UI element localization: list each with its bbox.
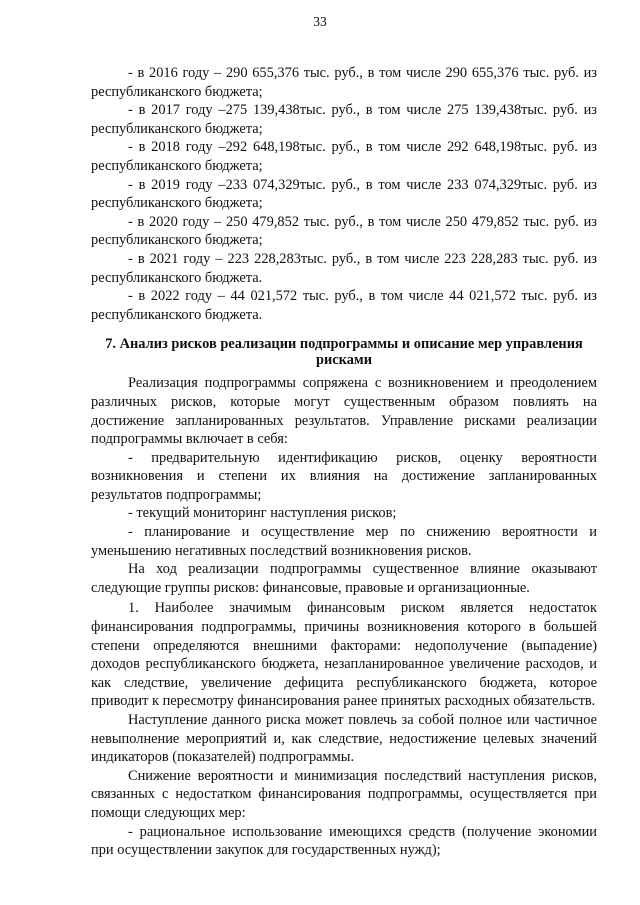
risk-list-item: - предварительную идентификацию рисков, оценку вероятности возникновения и степени их влияния на достижение запланированных результатов подпрограммы; xyxy=(91,449,597,503)
funding-item-2016: - в 2016 году – 290 655,376 тыс. руб., в том числе 290 655,376 тыс. руб. из республиканского бюджета; xyxy=(91,65,597,100)
financial-risk-paragraph: 1. Наиболее значимым финансовым риском является недостаток финансирования подпрограммы, причины возникновения которого в большей степени определяются внешними факторами: недополучение (выпадение) доходов республиканского бюджета, незапланированное увеличение расходов, и как следствие, увеличение дефицита республиканского бюджета, которое приводит к пересмотру финансирования ранее принятых расходных обязательств. xyxy=(91,600,597,710)
risk-list-item: - текущий мониторинг наступления рисков; xyxy=(128,505,397,522)
page-number: 33 xyxy=(313,14,327,29)
risk-mitigation-paragraph: Снижение вероятности и минимизация последствий наступления рисков, связанных с недостатком финансирования подпрограммы, осуществляется при помощи следующих мер: xyxy=(91,767,597,821)
page-body xyxy=(91,64,597,860)
risk-groups-paragraph: На ход реализации подпрограммы существенное влияние оказывают следующие группы рисков: финансовые, правовые и организационные. xyxy=(91,561,597,596)
funding-item-2021: - в 2021 году – 223 228,283тыс. руб., в том числе 223 228,283 тыс. руб. из республиканского бюджета. xyxy=(91,250,597,286)
funding-item-2018: - в 2018 году –292 648,198тыс. руб., в том числе 292 648,198тыс. руб. из республиканского бюджета; xyxy=(91,139,597,174)
funding-item-2017: - в 2017 году –275 139,438тыс. руб., в том числе 275 139,438тыс. руб. из республиканского бюджета; xyxy=(91,102,597,137)
mitigation-list-item: - рациональное использование имеющихся средств (получение экономии при осуществлении закупок для государственных нужд); xyxy=(91,823,597,859)
funding-item-2019: - в 2019 году –233 074,329тыс. руб., в том числе 233 074,329тыс. руб. из республиканского бюджета; xyxy=(91,176,597,212)
funding-item-2022: - в 2022 году – 44 021,572 тыс. руб., в том числе 44 021,572 тыс. руб. из республиканского бюджета. xyxy=(91,288,597,323)
risk-list-item: - планирование и осуществление мер по снижению вероятности и уменьшению негативных последствий возникновения рисков. xyxy=(91,524,597,559)
risk-consequence-paragraph: Наступление данного риска может повлечь за собой полное или частичное невыполнение мероприятий и, как следствие, недостижение целевых значений индикаторов (показателей) подпрограммы. xyxy=(91,712,597,766)
section-heading: 7. Анализ рисков реализации подпрограммы и описание мер управления рисками xyxy=(105,336,583,369)
risk-intro-paragraph: Реализация подпрограммы сопряжена с возникновением и преодолением различных рисков, которые могут существенным образом повлиять на достижение запланированных результатов. Управление рисками реализации подпрограммы включает в себя: xyxy=(91,375,597,448)
funding-item-2020: - в 2020 году – 250 479,852 тыс. руб., в том числе 250 479,852 тыс. руб. из республиканского бюджета; xyxy=(91,213,597,249)
